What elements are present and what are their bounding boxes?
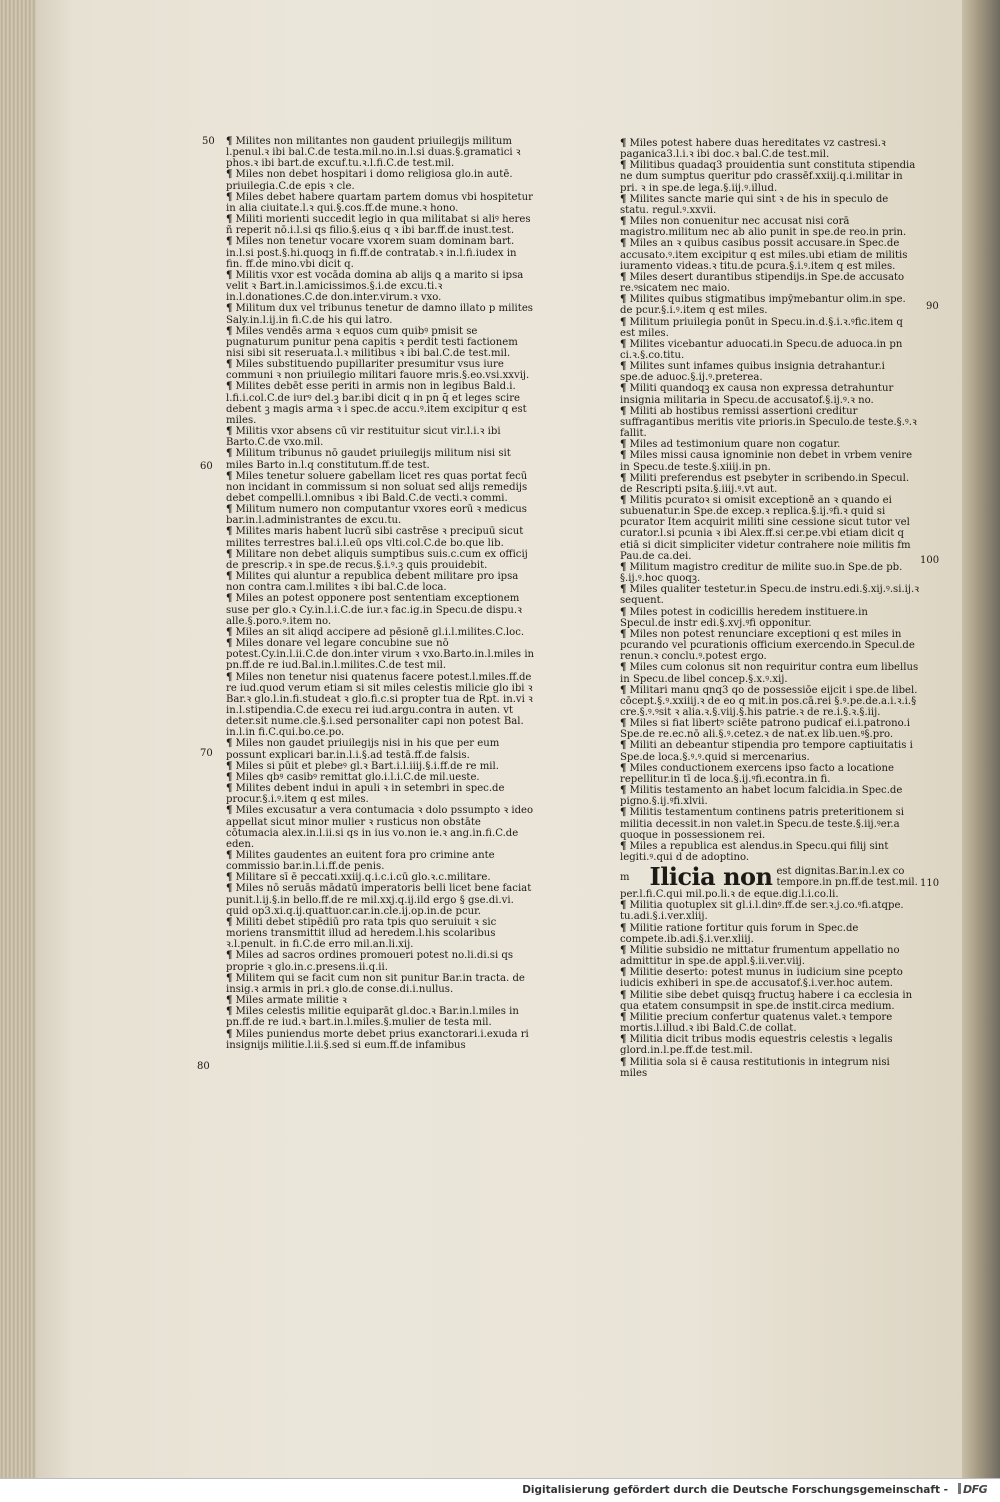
paragraph-mark-icon: ¶ [226,526,233,538]
entry-text: Miles armate militie ꝛ [235,995,347,1007]
paragraph-mark-icon: ¶ [620,495,627,506]
paragraph-mark-icon: ¶ [226,738,233,750]
entry-text: Militum numero non computantur vxores eorū ꝛ medicus bar.in.l.administrantes de excu.tu. [226,504,527,527]
paragraph-mark-icon: ¶ [620,316,627,328]
paragraph-mark-icon: ¶ [226,1006,233,1018]
entry-text: Miles donare vel legare concubine sue nō potest.Cy.in.l.ii.C.de don.inter virum ꝛ vxo.Barto.in.l.miles in pn.ff.de re iud.Bal.in.l.milites.C.de test mil. [226,638,535,672]
paragraph-mark-icon: ¶ [620,1056,627,1068]
index-entry [226,950,536,972]
index-entry [620,923,920,945]
line-number-100: 100 [920,555,940,566]
paragraph-mark-icon: ¶ [620,662,627,674]
index-entry [620,607,920,629]
index-entry [620,194,920,216]
paragraph-mark-icon: ¶ [226,883,233,895]
entry-text: Militi debet stipēdiū pro rata tpis quo seruiuit ꝛ sic moriens transmittit illud ad heredem.l.his scolaribus ꝛ.l.penult. in fi.C.de erro mil.an.li.xij. [226,916,497,951]
index-entry [226,303,536,325]
entry-text: Militare non debet aliquis sumptibus suis.c.cum ex officij de prescrip.ꝛ in spe.de recus.§.i.ꝰ.ꝫ quis prouidebit. [226,548,528,571]
entry-text: Milites maris habent lucrū sibi castrēse ꝛ precipuū sicut milites terrestres bal.i.l.eū ops vlti.col.C.de bo.que lib. [226,526,524,549]
paragraph-mark-icon: ¶ [226,783,233,795]
paragraph-mark-icon: ¶ [226,381,233,393]
paragraph-mark-icon: ¶ [226,325,233,337]
entry-text: Militis vxor est vocāda domina ab alijs ꝗ a marito si ipsa velit ꝛ Bart.in.l.amicissimos.§.i.de excu.ti.ꝛ in.l.donationes.C.de don.inter.virum.ꝛ vxo. [226,269,524,304]
index-entry [226,136,536,169]
index-entry [620,740,920,762]
entry-text: Miles missi causa ignominie non debet in vrbem venire in Specu.de teste.§.xiiij.in pn. [620,450,913,473]
paragraph-mark-icon: ¶ [226,236,233,248]
entry-text: Militie sibe debet quisqꝫ fructuꝫ habere i ca ecclesia in qua etatem consumpsit in spe.de instit.circa medium. [620,989,913,1012]
index-entry [226,270,536,303]
paragraph-mark-icon: ¶ [620,1011,627,1023]
index-entry [226,359,536,381]
paragraph-mark-icon: ¶ [226,169,233,181]
paragraph-mark-icon: ¶ [620,1034,627,1046]
paragraph-mark-icon: ¶ [620,361,627,373]
index-entry [620,1057,920,1079]
entry-text: Militem qui se facit cum non sit punitur Bar.in tracta. de insig.ꝛ armis in pri.ꝛ glo.de conse.di.i.nullus. [226,972,525,995]
entry-text: Miles non conuenitur nec accusat nisi corā magistro.militum nec ab alio punit in spe.de reo.in prin. [620,216,907,239]
entry-text: Miles vendēs arma ꝛ equos cum quibꝰ pmisit se pugnaturum punitur pena capitis ꝛ perdit testi factionem nisi sibi sit reseruata.l.ꝛ militibus ꝛ ibi bal.C.de test.mil. [226,325,518,359]
entry-text: Miles desert durantibus stipendijs.in Spe.de accusato re.ꝰsicatem nec maio. [620,271,905,295]
entry-text: Miles tenetur soluere gabellam licet res quas portat fecū non incidant in commissum si non soluat sed alijs remedijs debet compelli.l.omnibus ꝛ ibi Bald.C.de vecti.ꝛ commi. [226,470,528,504]
entry-text: Miles conductionem exercens ipso facto a locatione repellitur.in tī de loca.§.ij.ꝰfi.econtra.in fi. [620,762,894,785]
entry-text: Milites gaudentes an euitent fora pro crimine ante commissio bar.in.l.i.ff.de penis. [226,850,495,873]
index-entry [226,593,536,626]
initial-side-text [777,866,918,888]
entry-text: Miles ad sacros ordines promoueri potest no.li.di.si qs proprie ꝛ glo.in.c.presens.ii.q.ii. [226,950,514,973]
line-number-110: 110 [920,878,940,889]
paragraph-mark-icon: ¶ [620,762,627,774]
paragraph-mark-icon: ¶ [620,271,627,283]
entry-text: Militis pcuratoꝛ si omisit exceptionē an ꝛ quando ei subuenatur.in Spe.de excep.ꝛ replica.§.ij.ꝰfi.ꝛ quid si pcurator Item acquirit militi sine cessione sicut tutor vel curator.l.si pcunia ꝛ ibi Alex.ff.si cer.pe.vbi etiam dicit q etiā si dicit simpliciter videtur contrahere noie militis fm Pau.de ca.dei. [620,495,911,562]
paragraph-mark-icon: ¶ [226,1028,233,1040]
index-entry [620,662,920,684]
initial-side-line-1: est dignitas.Bar.in.l.ex co [776,866,905,878]
index-entry [620,685,920,718]
paragraph-mark-icon: ¶ [620,900,627,912]
paragraph-mark-icon: ¶ [226,303,233,315]
entry-text: Miles potest habere duas hereditates vz castresi.ꝛ paganica3.l.i.ꝛ ibi doc.ꝛ bal.C.de test.mil. [620,138,886,161]
paragraph-mark-icon: ¶ [226,916,233,928]
paragraph-mark-icon: ¶ [226,504,233,516]
paragraph-mark-icon: ¶ [226,771,233,783]
index-entry [620,718,920,740]
entry-text: Miles non tenetur vocare vxorem suam dominam bart. in.l.si post.§.hi.quoqꝫ in fi.ff.de contratab.ꝛ in.l.fi.iudex in fin. ff.de mino.vbi dicit q. [226,236,517,270]
index-entry [226,471,536,504]
index-entry [620,562,920,584]
entry-text: Miles nō seruās mādatū imperatoris belli licet bene faciat punit.l.ij.§.in bello.ff.de re mil.xxj.q.ij.ild ergo § gse.di.vi. quid op3.xi.q.ij.quattuor.car.in.cle.ij.op.in.de pcur. [226,883,532,917]
index-entry [620,216,920,238]
entry-text: Militia quotuplex sit gl.i.l.dinꝰ.ff.de ser.ꝛ.j.co.ꝰfi.atqpe. tu.adi.§.i.ver.xliij. [620,900,904,923]
right-entries-after-initial [620,900,920,1079]
entry-text: Militum priuilegia ponūt in Specu.in.d.§.i.ꝛ.ꝰfic.item q est miles. [620,316,903,339]
index-entry [226,549,536,571]
index-entry [620,841,920,863]
entry-text: Militis vxor absens cū vir restituitur sicut vir.l.i.ꝛ ibi Barto.C.de vxo.mil. [226,426,501,449]
logo-bar-icon [958,1483,961,1494]
paragraph-mark-icon: ¶ [620,840,627,852]
index-entry [226,973,536,995]
paragraph-mark-icon: ¶ [620,138,627,149]
entry-text: Milites qui aluntur a republica debent militare pro ipsa non contra cam.l.milites ꝛ ibi bal.C.de loca. [226,571,519,594]
entry-text: Miles qualiter testetur.in Specu.de instru.edi.§.xij.ꝰ.si.ij.ꝛ sequent. [620,584,920,607]
entry-text: Militi ab hostibus remissi assertioni creditur suffragantibus meritis vite prioris.in Speculo.de teste.§.ꝰ.ꝛ fallit. [620,405,917,440]
entry-text: Miles si pūit et plebeꝰ gl.ꝛ Bart.i.l.iiij.§.i.ff.de re mil. [235,760,499,772]
binding-right-edge [962,0,1000,1478]
paragraph-mark-icon: ¶ [620,561,627,573]
paragraph-mark-icon: ¶ [620,294,627,306]
entry-text: Miles debet habere quartam partem domus vbi hospitetur in alia ciuitate.l.ꝛ qui.§.cos.ff.de mune.ꝛ hono. [226,191,533,214]
index-entry [620,383,920,405]
page-stack-left-edge [0,0,38,1478]
entry-text: Miles non potest renunciare exceptioni q est miles in pcurando vel pcurationis officium exercendo.in Specul.de renun.ꝛ conclu.ꝰ.potest ergo. [620,628,915,663]
paragraph-mark-icon: ¶ [226,136,233,147]
paragraph-mark-icon: ¶ [620,338,627,350]
entry-text: Miles potest in codicillis heredem instituere.in Specul.de instr edi.§.xvj.ꝰfi opponitur. [620,606,868,629]
index-entry [226,192,536,214]
entry-text: Milites debent indui in apuli ꝛ in setembri in spec.de procur.§.i.ꝰ.item q est miles. [226,783,505,806]
line-number-60: 60 [200,461,213,472]
index-entry [620,406,920,439]
entry-text: Militia sola si ē causa restitutionis in integrum nisi miles [620,1056,890,1079]
paragraph-mark-icon: ¶ [620,472,627,484]
entry-text: Militibus quadaq3 prouidentia sunt constituta stipendia ne dum sumptus queritur pdo crassēf.xxiij.q.i.militar in pri. ꝛ in spe.de lega.§.iij.ꝰ.illud. [620,160,916,194]
paragraph-mark-icon: ¶ [620,405,627,417]
index-entry [226,1029,536,1051]
paragraph-mark-icon: ¶ [226,638,233,650]
index-entry [226,872,536,883]
paragraph-mark-icon: ¶ [226,872,233,884]
paragraph-mark-icon: ¶ [226,671,233,683]
index-entry [226,326,536,359]
index-entry [620,900,920,922]
index-entry [226,850,536,872]
entry-text: Milites sancte marie qui sint ꝛ de his in speculo de statu. regul.ꝰ.xxvii. [620,193,889,216]
index-entry [226,672,536,739]
paragraph-mark-icon: ¶ [620,238,627,250]
entry-text: Miles puniendus morte debet prius exanctorari.i.exuda ri insignijs militie.l.ii.§.sed si eum.ff.de infamibus [226,1028,529,1051]
decorated-initial-entry [620,862,920,901]
paragraph-mark-icon: ¶ [226,548,233,560]
line-number-80: 80 [197,1061,210,1072]
entry-text: Miles non gaudet priuilegijs nisi in his que per eum possunt explicari bar.in.l.i.§.ad testā.ff.de falsis. [226,738,500,761]
paragraph-mark-icon: ¶ [226,359,233,371]
paragraph-mark-icon: ¶ [226,191,233,203]
right-entries [620,138,920,863]
index-entry [226,738,536,760]
index-entry [226,1006,536,1028]
index-entry [620,584,920,606]
line-number-90: 90 [926,301,939,312]
entry-text: Militi quandoqꝫ ex causa non expressa detrahuntur insignia militaria in Specu.de accusatof.§.ij.ꝰ.ꝛ no. [620,383,894,406]
paragraph-mark-icon: ¶ [226,470,233,482]
index-entry [226,772,536,783]
logo-text: DFG [963,1483,988,1496]
index-entry [620,317,920,339]
paragraph-mark-icon: ¶ [620,740,627,752]
entry-text: Militi morienti succedit legio in qua militabat si aliꝰ heres ñ reperit nō.i.l.si qs filio.§.eius q ꝛ ibi bar.ff.de inust.test. [226,214,531,237]
index-entry [620,138,920,160]
entry-text: Militis testamentum continens patris preteritionem si militia decessit.in non valet.in Specu.de teste.§.iij.ꝰer.a quoque in possessionem rei. [620,807,905,841]
entry-text: Milites non militantes non gaudent priuilegijs militum l.penul.ꝛ ibi bal.C.de testa.mil.no.in.l.si duas.§.gramatici ꝛ phos.ꝛ ibi bart.de excuf.tu.ꝛ.l.fi.C.de test.mil. [226,136,521,170]
paragraph-mark-icon: ¶ [226,995,233,1007]
entry-text: Militum tribunus nō gaudet priuilegijs militum nisi sit miles Barto in.l.q constitutum.ff.de test. [226,448,511,471]
entry-text: Militie precium confertur quatenus valet.ꝛ tempore mortis.l.illud.ꝛ ibi Bald.C.de collat. [620,1011,893,1035]
entry-text: Militis testamento an habet locum falcidia.in Spec.de pigno.§.ij.ꝰfi.xlvii. [620,785,903,808]
index-entry [620,1012,920,1034]
index-entry [620,294,920,316]
index-entry [620,785,920,807]
paragraph-mark-icon: ¶ [620,684,627,696]
paragraph-mark-icon: ¶ [226,760,233,772]
index-entry [620,807,920,840]
paragraph-mark-icon: ¶ [226,426,233,438]
index-entry [620,1034,920,1056]
paragraph-mark-icon: ¶ [226,448,233,460]
paragraph-mark-icon: ¶ [620,944,627,956]
entry-text: Militum dux vel tribunus tenetur de damno illato p milites Saly.in.l.ij.in fi.C.de his qui latro. [226,303,533,326]
entry-text: Militie deserto: potest munus in iudicium sine pcepto iudicis exhiberi in spe.de accusatof.§.i.ver.hoc autem. [620,967,903,990]
index-entry [620,967,920,989]
paragraph-mark-icon: ¶ [620,807,627,819]
line-number-70: 70 [200,748,213,759]
index-entry [226,571,536,593]
paragraph-mark-icon: ¶ [226,571,233,583]
entry-text: Militie subsidio ne mittatur frumentum appellatio no admittitur in spe.de appl.§.ii.ver.viij. [620,944,900,968]
paragraph-mark-icon: ¶ [620,160,627,172]
index-entry [620,990,920,1012]
paragraph-mark-icon: ¶ [620,450,627,462]
index-entry [226,805,536,850]
index-entry [226,917,536,950]
paragraph-mark-icon: ¶ [620,718,627,730]
paragraph-mark-icon: ¶ [620,628,627,640]
paragraph-mark-icon: ¶ [226,593,233,605]
entry-text: Militari manu qnq3 qo de possessiōe eijcit i spe.de libel. cōcept.§.ꝰ.xxiiij.ꝛ de eo q mit.in pos.cā.rei §.ꝰ.pe.de.a.i.ꝛ.i.§ cre.§.ꝰ.ꝰsit ꝛ alia.ꝛ.§.viij.§.his patrie.ꝛ de re.i.§.ꝛ.§.iij. [620,684,918,718]
footer-bar [0,1478,1000,1502]
entry-text: Miles an ꝛ quibus casibus possit accusare.in Spec.de accusato.ꝰ.item excipitur q est miles.ubi etiam de militis iuramento videas.ꝛ titu.de pcura.§.i.ꝰ.item q est miles. [620,238,908,272]
entry-text: Miles non debet hospitari i domo religiosa glo.in autē. priuilegia.C.de epis ꝛ cle. [226,169,513,192]
entry-text: Militie ratione fortitur quis forum in Spec.de compete.ib.adi.§.i.ver.xliij. [620,922,859,945]
entry-text: Miles an potest opponere post sententiam exceptionem suse per glo.ꝛ Cy.in.l.i.C.de iur.ꝛ fac.ig.in Specu.de dispu.ꝛ alle.§.poro.ꝰ.item no. [226,593,522,627]
paragraph-mark-icon: ¶ [226,972,233,984]
paragraph-mark-icon: ¶ [620,606,627,618]
index-entry [620,238,920,271]
initial-side-line-2: tempore.in pn.ff.de test.mil. [776,877,918,889]
entry-text: Miles excusatur a vera contumacia ꝛ dolo pssumpto ꝛ ideo appellat sicut minor mulier ꝛ rusticus non obstāte cōtumacia alex.in.l.ii.si qs in ius vo.non ie.ꝛ ang.in.fi.C.de eden. [226,805,534,850]
entry-text: Milites quibus stigmatibus impȳmebantur olim.in spe. de pcur.§.i.ꝰ.item q est miles. [620,294,906,317]
index-entry [620,629,920,662]
index-entry [620,272,920,294]
paragraph-mark-icon: ¶ [620,785,627,797]
index-entry [620,763,920,785]
index-entry [226,761,536,772]
entry-text: Miles non tenetur nisi quatenus facere potest.l.miles.ff.de re iud.quod verum etiam si sit miles celestis milicie glo ibi ꝛ Bar.ꝛ glo.l.in.fi.studeat ꝛ glo.fi.c.si propter tua de Rpt. in.vi ꝛ in.l.stipendia.C.de execu rei iud.argu.contra in auten. vt deter.sit nume.cle.§.i.sed personaliter capi non potest Bal. in.l.in fi.C.qui.bo.ce.po. [226,671,533,739]
entry-text: Militi an debeantur stipendia pro tempore captiuitatis i Spe.de loca.§.ꝰ.ꝰ.quid si mercenarius. [620,740,913,763]
index-entry [226,995,536,1006]
paragraph-mark-icon: ¶ [620,584,627,596]
index-entry [226,426,536,448]
entry-text: Milites debēt esse periti in armis non in legibus Bald.i. l.fi.i.col.C.de iurꝰ del.ꝫ bar.ibi dicit q in pn q̄ et leges scire debent ꝫ magis arma ꝛ i spec.de accu.ꝰ.item excipitur q est miles. [226,381,527,426]
entry-text: Milites vicebantur aduocati.in Specu.de aduoca.in pn ci.ꝛ.§.co.titu. [620,338,903,361]
entry-text: Militum magistro creditur de milite suo.in Spe.de pb. §.ij.ꝰ.hoc quoqꝫ. [620,561,903,585]
entry-text: Miles ad testimonium quare non cogatur. [629,439,841,451]
index-entry [620,160,920,193]
paragraph-mark-icon: ¶ [620,989,627,1001]
paragraph-mark-icon: ¶ [620,439,627,451]
dfg-logo [958,1483,992,1498]
initial-continuation-line: per.l.fi.C.qui mil.po.li.ꝛ de eque.dig.l.i.co.li. [620,889,839,901]
paragraph-mark-icon: ¶ [226,269,233,281]
entry-text: Militare sī ē peccati.xxiij.q.i.c.i.cū glo.ꝛ.c.militare. [235,872,491,884]
entry-text: Militi preferendus est psebyter in scribendo.in Specul. de Rescripti psita.§.iiij.ꝰ.vt aut. [620,472,910,495]
index-entry [226,504,536,526]
paragraph-mark-icon: ¶ [226,805,233,817]
entry-text: Miles celestis militie equiparāt gl.doc.ꝛ Bar.in.l.miles in pn.ff.de re iud.ꝛ bart.in.l.miles.§.mulier de testa mil. [226,1006,519,1029]
paragraph-mark-icon: ¶ [620,193,627,205]
index-entry [226,448,536,470]
paragraph-mark-icon: ¶ [226,950,233,962]
paragraph-mark-icon: ¶ [620,967,627,979]
left-text-column [226,136,536,1051]
entry-text: Miles a republica est alendus.in Specu.qui filij sint legiti.ꝰ.qui d de adoptino. [620,840,889,863]
index-entry [226,236,536,269]
index-entry [620,439,920,450]
entry-text: Miles qbꝰ casibꝰ remittat glo.i.l.i.C.de mil.ueste. [235,771,480,783]
funding-credit: Digitalisierung gefördert durch die Deutsche Forschungsgemeinschaft - [522,1484,948,1496]
initial-prefix-letter: m [620,872,630,884]
entry-text: Miles an sit aliqd accipere ad pēsionē gl.i.l.milites.C.loc. [235,626,525,638]
index-entry [226,783,536,805]
index-entry [226,169,536,191]
index-entry [620,450,920,472]
line-number-50: 50 [202,136,215,147]
paragraph-mark-icon: ¶ [620,922,627,934]
paragraph-mark-icon: ¶ [226,626,233,638]
index-entry [620,361,920,383]
entry-text: Milites sunt infames quibus insignia detrahantur.i spe.de aduoc.§.ij.ꝰ.preterea. [620,361,885,384]
entry-text: Miles substituendo pupillariter presumitur vsus iure communi ꝛ non priuilegio militari fauore mris.§.eo.vsi.xxvij. [226,359,530,382]
index-entry [620,495,920,562]
index-entry [226,883,536,916]
index-entry [620,339,920,361]
right-text-column [620,138,920,1079]
index-entry [226,638,536,671]
index-entry [620,473,920,495]
index-entry [226,381,536,426]
index-entry [620,945,920,967]
index-entry [226,214,536,236]
paragraph-mark-icon: ¶ [620,383,627,395]
entry-text: Militia dicit tribus modis equestris celestis ꝛ legalis glord.in.l.pe.ff.de test.mil. [620,1034,893,1057]
large-initial-heading: Ilicia non [649,862,773,892]
index-entry [226,627,536,638]
entry-text: Miles si fiat libertꝰ sciēte patrono pudicaf ei.i.patrono.i Spe.de re.ec.nō ali.§.ꝰ.cetez.ꝛ de nat.ex lib.uen.ꝰ§.pro. [620,718,910,741]
paragraph-mark-icon: ¶ [620,216,627,228]
entry-text: Miles cum colonus sit non requiritur contra eum libellus in Specu.de libel concep.§.x.ꝰ.xij. [620,662,919,685]
paragraph-mark-icon: ¶ [226,214,233,226]
index-entry [226,526,536,548]
paragraph-mark-icon: ¶ [226,850,233,861]
